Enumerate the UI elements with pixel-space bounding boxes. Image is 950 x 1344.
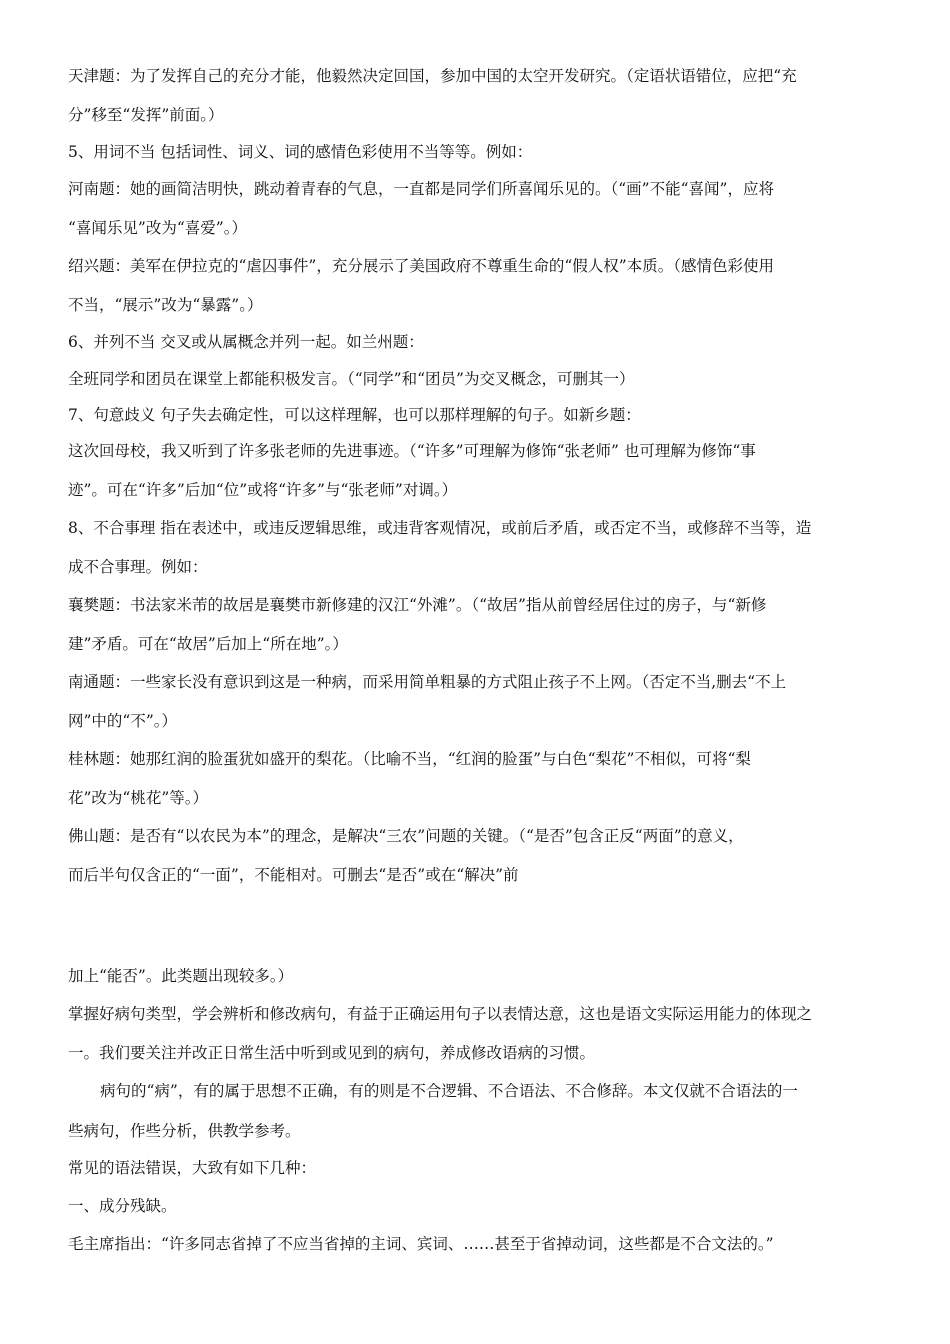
text-line: 迹”。可在“许多”后加“位”或将“许多”与“张老师”对调。） [68, 481, 458, 499]
text-line: 桂林题：她那红润的脸蛋犹如盛开的梨花。（比喻不当，“红润的脸蛋”与白色“梨花”不相似，可将“梨 [68, 750, 751, 768]
text-line: 全班同学和团员在课堂上都能积极发言。（“同学”和“团员”为交叉概念，可删其一） [68, 370, 635, 388]
text-line: 常见的语法错误，大致有如下几种： [68, 1159, 317, 1177]
text-line: 分”移至“发挥”前面。） [68, 106, 224, 124]
text-line: 一。我们要关注并改正日常生活中听到或见到的病句，养成修改语病的习惯。 [68, 1044, 596, 1062]
text-line: 网”中的“不”。） [68, 712, 178, 730]
text-line: 天津题：为了发挥自己的充分才能，他毅然决定回国，参加中国的太空开发研究。（定语状语错位，应把“充 [68, 67, 797, 85]
text-line: 一、成分残缺。 [68, 1197, 177, 1215]
text-line: 病句的“病”，有的属于思想不正确，有的则是不合逻辑、不合语法、不合修辞。本文仅就不合语法的一 [100, 1082, 798, 1100]
text-line: 这次回母校，我又听到了许多张老师的先进事迹。（“许多”可理解为修饰“张老师” 也可理解为修饰“事 [68, 442, 756, 460]
text-line: 5、用词不当 包括词性、词义、词的感情色彩使用不当等等。例如： [68, 143, 533, 161]
text-line: 掌握好病句类型，学会辨析和修改病句，有益于正确运用句子以表情达意，这也是语文实际运用能力的体现之 [68, 1005, 813, 1023]
text-line: 毛主席指出：“许多同志省掉了不应当省掉的主词、宾词、……甚至于省掉动词，这些都是不合文法的。” [68, 1235, 774, 1253]
text-line: 河南题：她的画简洁明快，跳动着青春的气息，一直都是同学们所喜闻乐见的。（“画”不能“喜闻”，应将 [68, 180, 774, 198]
text-line: 成不合事理。例如： [68, 558, 208, 576]
text-line: 些病句，作些分析，供教学参考。 [68, 1122, 301, 1140]
text-line: 襄樊题：书法家米芾的故居是襄樊市新修建的汉江“外滩”。（“故居”指从前曾经居住过的房子，与“新修 [68, 596, 767, 614]
text-line: 加上“能否”。此类题出现较多。） [68, 967, 294, 985]
text-line: 建”矛盾。可在“故居”后加上“所在地”。） [68, 635, 348, 653]
text-line: 南通题：一些家长没有意识到这是一种病，而采用简单粗暴的方式阻止孩子不上网。（否定不当,删去“不上 [68, 673, 787, 691]
text-line: 8、不合事理 指在表述中，或违反逻辑思维，或违背客观情况，或前后矛盾，或否定不当，或修辞不当等，造 [68, 519, 812, 537]
text-line: 6、并列不当 交叉或从属概念并列一起。如兰州题： [68, 333, 424, 351]
text-line: 绍兴题：美军在伊拉克的“虐囚事件”，充分展示了美国政府不尊重生命的“假人权”本质。（感情色彩使用 [68, 257, 774, 275]
text-line: 7、句意歧义 句子失去确定性，可以这样理解，也可以那样理解的句子。如新乡题： [68, 406, 641, 424]
text-line: 不当，“展示”改为“暴露”。） [68, 296, 263, 314]
text-line: 佛山题：是否有“以农民为本”的理念，是解决“三农”问题的关键。（“是否”包含正反“两面”的意义， [68, 827, 744, 845]
text-line: 而后半句仅含正的“一面”，不能相对。可删去“是否”或在“解决”前 [68, 866, 519, 884]
text-line: “喜闻乐见”改为“喜爱”。） [68, 219, 247, 237]
text-line: 花”改为“桃花”等。） [68, 789, 209, 807]
